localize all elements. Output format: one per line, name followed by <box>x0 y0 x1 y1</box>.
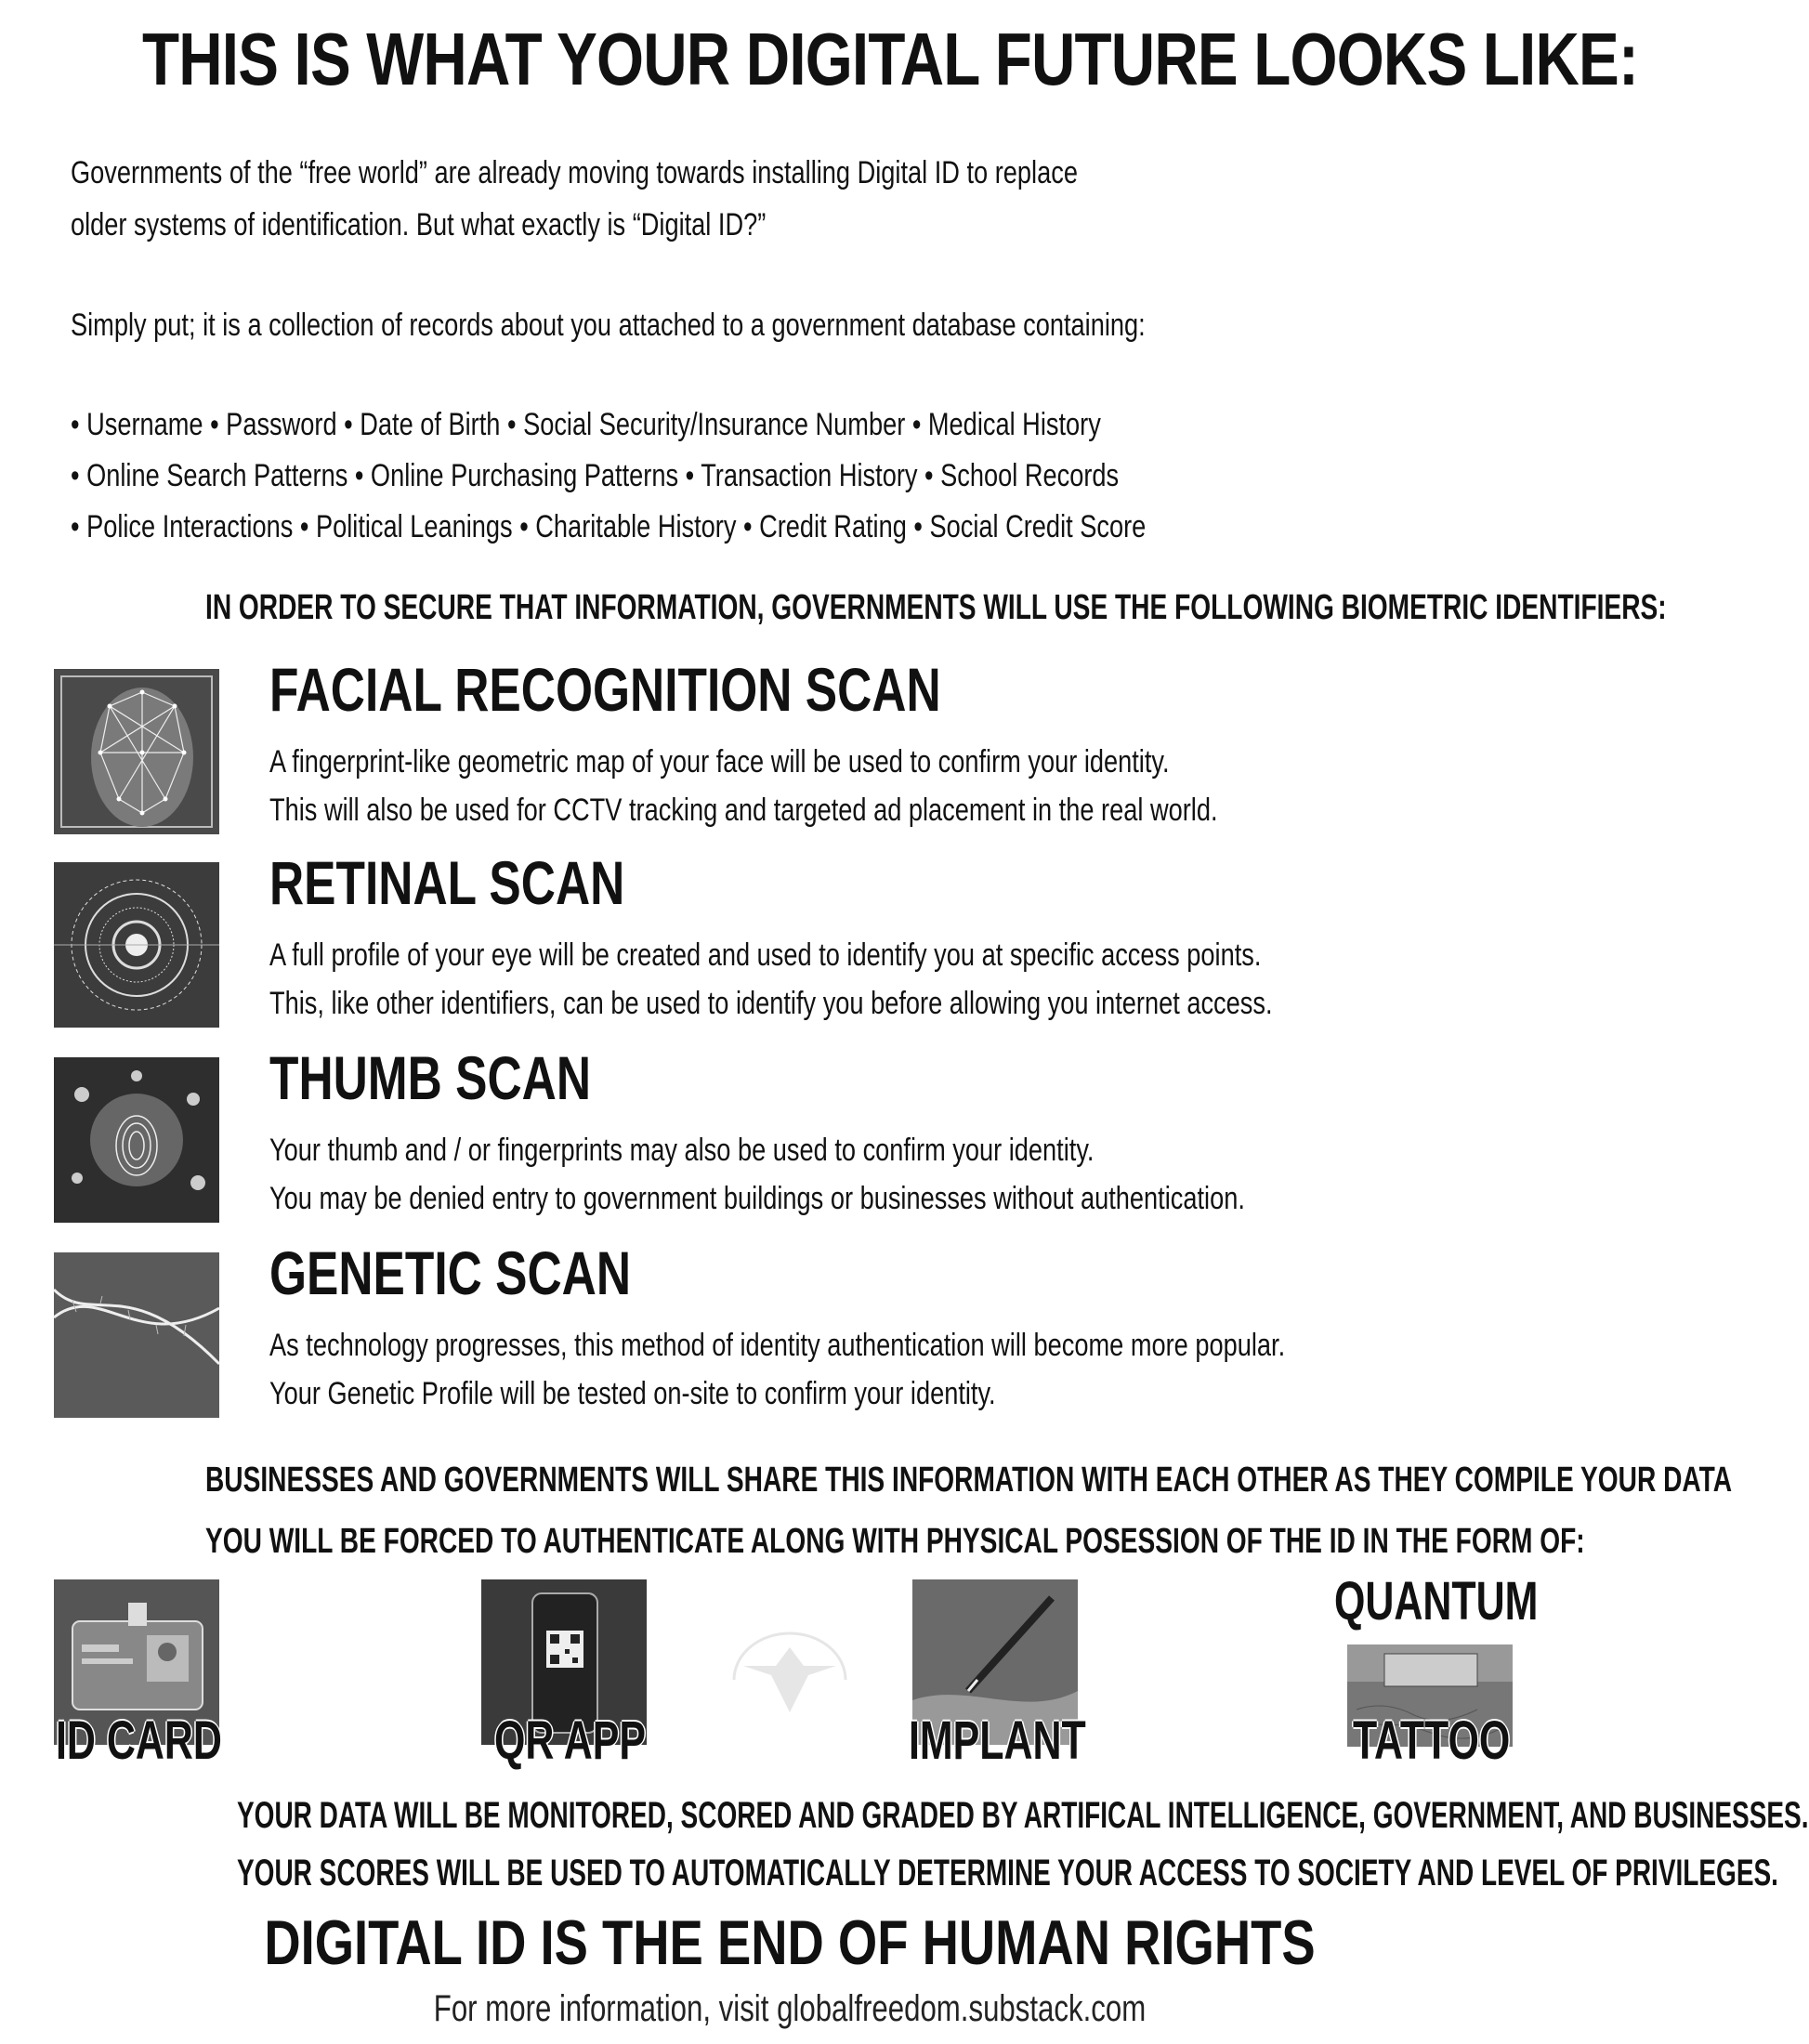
scan-desc-line: A full profile of your eye will be created and used to identify you at specific access points. <box>269 937 1262 973</box>
qr-app-label: QR APP <box>494 1710 646 1771</box>
scan-desc-genetic <box>269 1321 1285 1418</box>
tattoo-label: TATTOO <box>1353 1710 1511 1771</box>
retinal-scan-image <box>54 862 219 1028</box>
intro-line-1: Governments of the “free world” are already moving towards installing Digital ID to replace <box>71 155 1078 190</box>
id-form-qr <box>481 1579 667 1771</box>
scan-genetic <box>54 1238 1540 1422</box>
biometric-banner: IN ORDER TO SECURE THAT INFORMATION, GOVERNMENTS WILL USE THE FOLLOWING BIOMETRIC IDENTIFIERS: <box>205 588 1667 627</box>
quantum-label: QUANTUM <box>1334 1571 1539 1631</box>
scan-title-facial: FACIAL RECOGNITION SCAN <box>269 655 941 724</box>
scan-desc-line: A fingerprint-like geometric map of your face will be used to confirm your identity. <box>269 744 1170 780</box>
scan-retinal <box>54 848 1540 1031</box>
scan-desc-line: Your Genetic Profile will be tested on-site to confirm your identity. <box>269 1376 996 1411</box>
scan-desc-line: You may be denied entry to government buildings or businesses without authentication. <box>269 1181 1245 1216</box>
scan-title-retinal: RETINAL SCAN <box>269 848 625 917</box>
records-line-3: • Police Interactions • Political Leanings • Charitable History • Credit Rating • Social Credit Score <box>71 509 1147 544</box>
records-line-2: • Online Search Patterns • Online Purchasing Patterns • Transaction History • School Records <box>71 458 1120 493</box>
facial-scan-image <box>54 669 219 834</box>
share-banner: BUSINESSES AND GOVERNMENTS WILL SHARE THIS INFORMATION WITH EACH OTHER AS THEY COMPILE YOUR DATA <box>205 1461 1733 1500</box>
scan-desc-line: Your thumb and / or fingerprints may also be used to confirm your identity. <box>269 1133 1095 1168</box>
footer-text: For more information, visit globalfreedom.substack.com <box>433 1988 1147 2029</box>
scan-desc-line: This will also be used for CCTV tracking and targeted ad placement in the real world. <box>269 793 1218 828</box>
scan-desc-facial <box>269 738 1218 834</box>
scan-facial <box>54 655 1540 838</box>
intro-paragraph-1 <box>71 147 1520 251</box>
scan-desc-thumb <box>269 1126 1245 1223</box>
scan-desc-line: As technology progresses, this method of identity authentication will become more popular. <box>269 1328 1286 1363</box>
id-form-tattoo <box>1334 1571 1576 1771</box>
page-title: THIS IS WHAT YOUR DIGITAL FUTURE LOOKS LIKE: <box>142 18 1638 100</box>
implant-label: IMPLANT <box>909 1710 1086 1771</box>
authenticate-banner: YOU WILL BE FORCED TO AUTHENTICATE ALONG WITH PHYSICAL POSESSION OF THE ID IN THE FORM OF: <box>205 1522 1585 1561</box>
scan-title-thumb: THUMB SCAN <box>269 1043 592 1112</box>
scan-title-genetic: GENETIC SCAN <box>269 1238 632 1307</box>
intro-paragraph-2: Simply put; it is a collection of records about you attached to a government database containing: <box>71 308 1146 343</box>
id-form-card <box>54 1579 240 1771</box>
genetic-scan-image <box>54 1252 219 1418</box>
scan-desc-line: This, like other identifiers, can be used to identify you before allowing you internet access. <box>269 986 1273 1021</box>
monitor-banner-1: YOUR DATA WILL BE MONITORED, SCORED AND GRADED BY ARTIFICAL INTELLIGENCE, GOVERNMENT, AND BUSINESSES. <box>237 1795 1809 1836</box>
id-form-implant <box>909 1579 1154 1771</box>
records-list <box>71 400 1146 553</box>
scan-desc-retinal <box>269 931 1273 1028</box>
monitor-banner-2: YOUR SCORES WILL BE USED TO AUTOMATICALLY DETERMINE YOUR ACCESS TO SOCIETY AND LEVEL OF PRIVILEGES. <box>237 1853 1778 1893</box>
intro-line-2: older systems of identification. But what exactly is “Digital ID?” <box>71 207 767 242</box>
records-line-1: • Username • Password • Date of Birth • Social Security/Insurance Number • Medical History <box>71 407 1101 442</box>
thumb-scan-image <box>54 1057 219 1223</box>
id-card-label: ID CARD <box>56 1710 222 1771</box>
slogan-heading: DIGITAL ID IS THE END OF HUMAN RIGHTS <box>264 1907 1316 1978</box>
eagle-watermark-icon <box>725 1624 855 1736</box>
scan-thumb <box>54 1043 1540 1226</box>
